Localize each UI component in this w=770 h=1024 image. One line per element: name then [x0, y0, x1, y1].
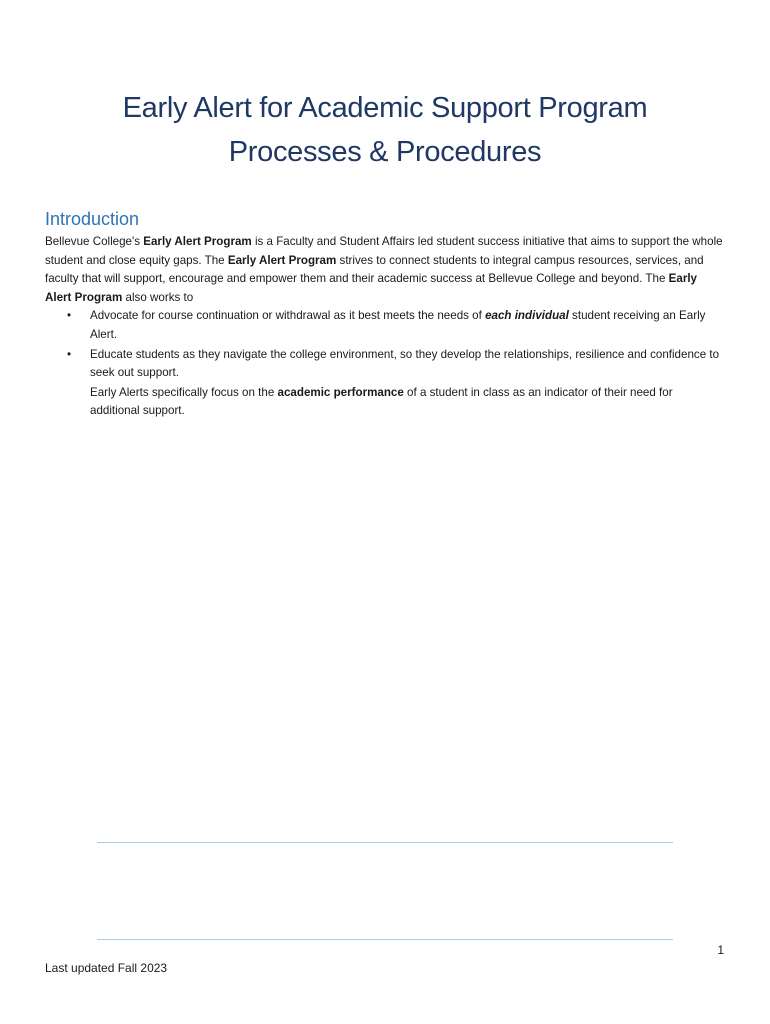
bullet-text: Educate students as they navigate the college environment, so they develop the relationships, resilience and confidence to seek out support.	[90, 347, 720, 380]
intro-text: Bellevue College's	[45, 235, 144, 248]
horizontal-rule	[97, 842, 673, 843]
footer-last-updated: Last updated Fall 2023	[45, 961, 168, 975]
note-bold: academic performance	[277, 385, 404, 399]
bullet-emphasis: each individual	[485, 309, 569, 323]
bullet-text: student receiving an Early Alert.	[90, 309, 706, 341]
intro-text: strives to connect students to integral campus resources, services, and faculty that will support, encourage and empower them and their academic success at Bellevue College and beyond. The	[45, 253, 704, 286]
bullet-text: Advocate for course continuation or withdrawal as it best meets the needs of	[90, 309, 486, 323]
intro-bold: Early Alert Program	[45, 272, 698, 304]
intro-bold: Early Alert Program	[143, 235, 252, 248]
title-line-2: Processes & Procedures	[228, 136, 542, 168]
bullet-dot-icon: •	[67, 309, 72, 323]
intro-text: is a Faculty and Student Affairs led student success initiative that aims to support the whole student and close equity gaps. The	[45, 235, 723, 267]
academic-focus-note	[45, 384, 725, 421]
horizontal-rule	[97, 939, 673, 940]
intro-paragraph	[45, 233, 725, 307]
section-heading-introduction: Introduction	[45, 209, 140, 229]
page-number: 1	[717, 943, 724, 957]
document-title	[0, 86, 770, 174]
introduction-body	[45, 233, 725, 421]
note-text: of a student in class as an indicator of their need for additional support.	[90, 385, 673, 418]
intro-bold: Early Alert Program	[227, 253, 337, 267]
list-item	[45, 346, 725, 383]
intro-text: also works to	[122, 290, 194, 304]
note-text: Early Alerts specifically focus on the	[90, 385, 278, 399]
list-item	[45, 307, 725, 344]
bullet-list	[45, 307, 725, 382]
bullet-dot-icon: •	[67, 347, 72, 361]
title-line-1: Early Alert for Academic Support Program	[122, 92, 648, 124]
